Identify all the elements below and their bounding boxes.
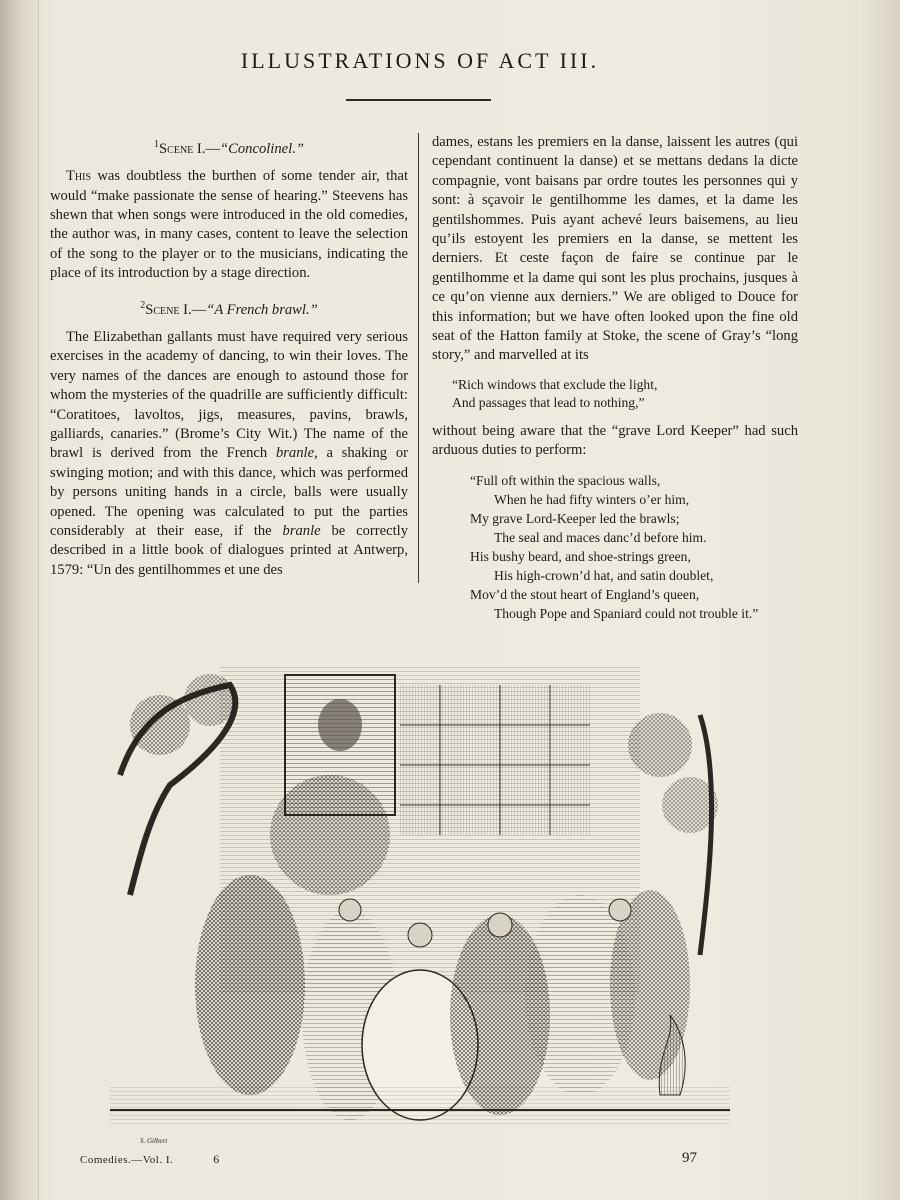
note-1-paragraph xyxy=(50,167,408,283)
note-2-heading xyxy=(50,296,408,320)
quotation-line-1: “Rich windows that exclude the light, xyxy=(452,376,658,392)
note-2-text-c: be correctly described in a little book of dialogues printed at Antwerp, 1579: “Un des gentilhommes et une des xyxy=(50,523,408,578)
note-2-paragraph xyxy=(50,328,408,580)
note-2-italic-a: branle xyxy=(275,445,315,462)
verse-line: Mov’d the stout heart of England’s queen, xyxy=(470,586,700,602)
footer-signature-mark: 6 xyxy=(213,1152,220,1166)
quotation xyxy=(452,376,798,412)
book-gutter xyxy=(0,0,39,1200)
note-1-heading xyxy=(50,135,408,159)
verse-line: My grave Lord-Keeper led the brawls; xyxy=(470,510,680,526)
note-2-title: “A French brawl.” xyxy=(206,301,318,318)
note-1-lead: This xyxy=(66,168,92,185)
quotation-line-2: And passages that lead to nothing,” xyxy=(452,394,645,410)
note-1-title: “Concolinel.” xyxy=(220,140,304,157)
note-2-scene: Scene I.— xyxy=(145,301,207,318)
page-number: 97 xyxy=(682,1150,697,1166)
page-title: ILLUSTRATIONS OF ACT III. xyxy=(240,48,600,73)
footer-running-title xyxy=(80,1152,220,1167)
note-1-text: was doubtless the burthen of some tender air, that would “make passionate the sense of hearing.” Steevens has shewn that when songs were introduced in the old comedies, the author was, in many cases, content to leave the selection of the song to the player or to the musicians, indicating the place of its introduction by a stage direction. xyxy=(50,168,408,282)
verse-line: When he had fifty winters o’er him, xyxy=(494,491,690,507)
right-column xyxy=(432,133,798,623)
footer-volume: Comedies.—Vol. I. xyxy=(80,1154,174,1166)
note-2-text-a: The Elizabethan gallants must have required very serious exercises in the academy of dancing, to win their loves. The very names of the dances are enough to astound those for whom the mysteries of the quadrille are sufficiently difficult: “Coratitoes, lavoltos, jigs, measures, pavins, brawls, galliards, canaries.” (Brome’s City Wit.) The name of the brawl is derived from the French xyxy=(50,328,408,462)
right-paragraph-2: without being aware that the “grave Lord Keeper” had such arduous duties to perform: xyxy=(432,422,798,459)
note-1-scene: Scene I.— xyxy=(159,140,221,157)
verse-block xyxy=(470,471,798,623)
note-2-text-b: , a shaking or swinging motion; and with this dance, which was performed by persons uniting hands in a circle, balls were usually opened. The opening was calculated to put the parties considerably at their ease, if the xyxy=(50,445,408,540)
title-rule xyxy=(346,99,491,101)
verse-line: His high-crown’d hat, and satin doublet, xyxy=(494,567,714,583)
engraver-signature: S. Gilbert xyxy=(140,1137,168,1145)
left-column xyxy=(50,135,408,580)
note-2-italic-b: branle xyxy=(282,523,321,540)
verse-line: Though Pope and Spaniard could not trouble it.” xyxy=(494,605,759,621)
verse-line: “Full oft within the spacious walls, xyxy=(470,472,661,488)
dance-engraving xyxy=(100,655,738,1150)
column-divider xyxy=(418,133,419,583)
note-1-number: 1 xyxy=(154,139,160,150)
verse-line: His bushy beard, and shoe-strings green, xyxy=(470,548,691,564)
note-2-number: 2 xyxy=(140,299,146,311)
right-paragraph-1: dames, estans les premiers en la danse, laissent les autres (qui cependant continuent la danse) et se mettans dedans la dicte compagnie, vont baisans par ordre toutes les personnes qui y sont: à sçavoir le gentilhomme les dames, et la dame les gentilshommes. Puis ayant achevé leurs baisemens, au lieu qu’ils estoyent les premiers en la danse, se mettent les derniers. Et ceste façon de faire se continue par le gentilhomme et la dame qui sont les plus prochains, jusques à ce qu’on vienne aux derniers.” We are obliged to Douce for this information; but we have often looked upon the fine old seat of the Hatton family at Stoke, the scene of Gray’s “long story,” and marvelled at its xyxy=(432,134,798,364)
verse-line: The seal and maces danc’d before him. xyxy=(494,529,707,545)
